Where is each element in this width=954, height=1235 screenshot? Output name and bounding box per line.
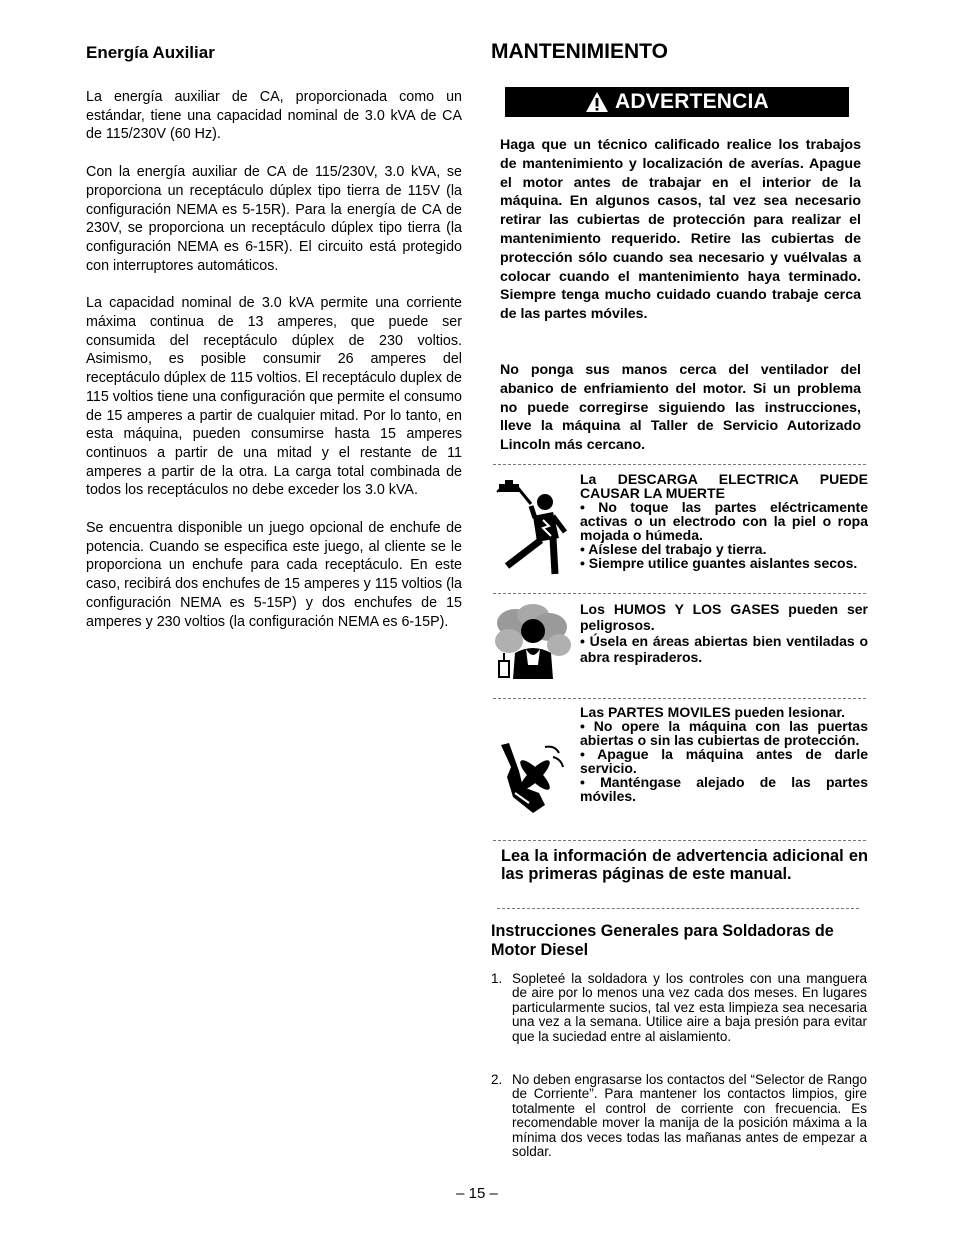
hazard-moving-parts	[493, 705, 868, 833]
list-item-text: Sopleteé la soldadora y los controles con una manguera de aire por lo menos una vez cada dos meses. En lugares particularmente sucios, tal vez esta limpieza sea necesaria una vez a la semana. Utilice aire a baja presión para evitar que la suciedad entre al aislamiento.	[512, 971, 867, 1044]
hazard-bullet: • Aíslese del trabajo y tierra.	[580, 541, 767, 557]
hazard-title: La DESCARGA ELECTRICA PUEDE CAUSAR LA MUERTE	[580, 471, 868, 501]
divider	[497, 908, 859, 909]
list-item	[491, 972, 867, 1044]
paragraph: La energía auxiliar de CA, proporcionada como un estándar, tiene una capacidad nominal de 3.0 kVA de CA de 115/230V (60 Hz).	[86, 89, 462, 143]
list-item-number: 2.	[491, 1072, 503, 1087]
fumes-gases-icon	[493, 603, 573, 683]
hazard-bullet: • Siempre utilice guantes aislantes secos.	[580, 555, 858, 571]
hazard-fumes-gases	[493, 601, 868, 693]
list-item	[491, 1073, 867, 1159]
paragraph: Con la energía auxiliar de CA de 115/230V, 3.0 kVA, se proporciona un receptáculo dúplex tipo tierra de 115V (la configuración NEMA es 5-15R). Para la energía de CA de 230V, se proporciona un receptáculo dúplex tipo tierra (la configuración NEMA es 6-15R). El circuito está protegido con interruptores automáticos.	[86, 164, 462, 274]
warning-triangle-icon	[585, 91, 609, 113]
page-number: – 15 –	[456, 1185, 498, 1202]
divider	[493, 840, 866, 841]
list-item-text: No deben engrasarse los contactos del “Selector de Rango de Corriente”. Para mantener los contactos limpios, gire totalmente el control de corriente con frecuencia. Es recomendable mover la manija de la posición máxima a la mínima dos veces todas las mañanas antes de empezar a soldar.	[512, 1072, 867, 1160]
paragraph: Se encuentra disponible un juego opcional de enchufe de potencia. Cuando se especifica este juego, al cliente se le proporciona un enchufe para cada receptáculo. En este caso, recibirá dos enchufes de 15 amperes y 115 voltios (la configuración NEMA es 5-15P) y dos enchufes de 15 amperes y 230 voltios (la configuración NEMA es 6-15P).	[86, 520, 462, 630]
hazard-bullet: • Apague la máquina antes de darle servicio.	[580, 746, 868, 776]
right-column-header	[491, 38, 869, 66]
divider	[493, 464, 866, 465]
section-heading-diesel-instructions: Instrucciones Generales para Soldadoras de Motor Diesel	[491, 922, 834, 959]
hazard-bullet: • No toque las partes eléctricamente activas o un electrodo con la piel o ropa mojada o húmeda.	[580, 499, 868, 543]
hazard-title: Los HUMOS Y LOS GASES pueden ser peligrosos.	[580, 601, 868, 633]
section-heading-auxiliary-power: Energía Auxiliar	[86, 43, 215, 62]
warning-banner	[505, 87, 849, 117]
page-title: MANTENIMIENTO	[491, 40, 668, 63]
hazard-bullet: • No opere la máquina con las puertas abiertas o sin las cubiertas de protección.	[580, 718, 868, 748]
hazard-bullet: • Úsela en áreas abiertas bien ventiladas o abra respiraderos.	[580, 633, 868, 665]
divider	[493, 593, 866, 594]
hazard-electric-shock	[493, 472, 868, 588]
warning-paragraph: Haga que un técnico calificado realice los trabajos de mantenimiento y localización de averías. Apague el motor antes de trabajar en el interior de la máquina. En algunos casos, tal vez sea necesario retirar las cubiertas de protección para realizar el mantenimiento requerido. Retire las cubiertas de protección sólo cuando sea necesario y vuélvalas a colocar cuando el mantenimiento haya terminado. Siempre tenga mucho cuidado cuando trabaje cerca de las partes móviles.	[500, 137, 861, 323]
hazard-title: Las PARTES MOVILES pueden lesionar.	[580, 704, 846, 720]
moving-parts-icon	[493, 737, 573, 817]
paragraph: La capacidad nominal de 3.0 kVA permite una corriente máxima continua de 13 amperes, que puede ser consumida del receptáculo dúplex de 230 voltios. Asimismo, es posible consumir 26 amperes del receptáculo dúplex de 115 voltios. El receptáculo duplex de 115 voltios tiene una configuración que permite el consumo de 15 amperes a partir de cualquier mitad. Por lo tanto, en esta máquina, pueden consumirse hasta 15 amperes continuos a partir de una mitad y el restante de 11 amperes a partir de la otra. La carga total combinada de todos los receptáculos no debe exceder los 3.0 kVA.	[86, 295, 462, 499]
hazard-bullet: • Manténgase alejado de las partes móviles.	[580, 774, 868, 804]
left-column	[86, 42, 462, 650]
read-more-warning: Lea la información de advertencia adicional en las primeras páginas de este manual.	[501, 847, 868, 883]
warning-paragraph: No ponga sus manos cerca del ventilador del abanico de enfriamiento del motor. Si un problema no puede corregirse siguiendo las instrucciones, lleve la máquina al Taller de Servicio Autorizado Lincoln más cercano.	[500, 362, 861, 454]
warning-label: ADVERTENCIA	[615, 90, 769, 113]
list-item-number: 1.	[491, 971, 503, 986]
electric-shock-icon	[493, 480, 573, 575]
divider	[493, 698, 866, 699]
